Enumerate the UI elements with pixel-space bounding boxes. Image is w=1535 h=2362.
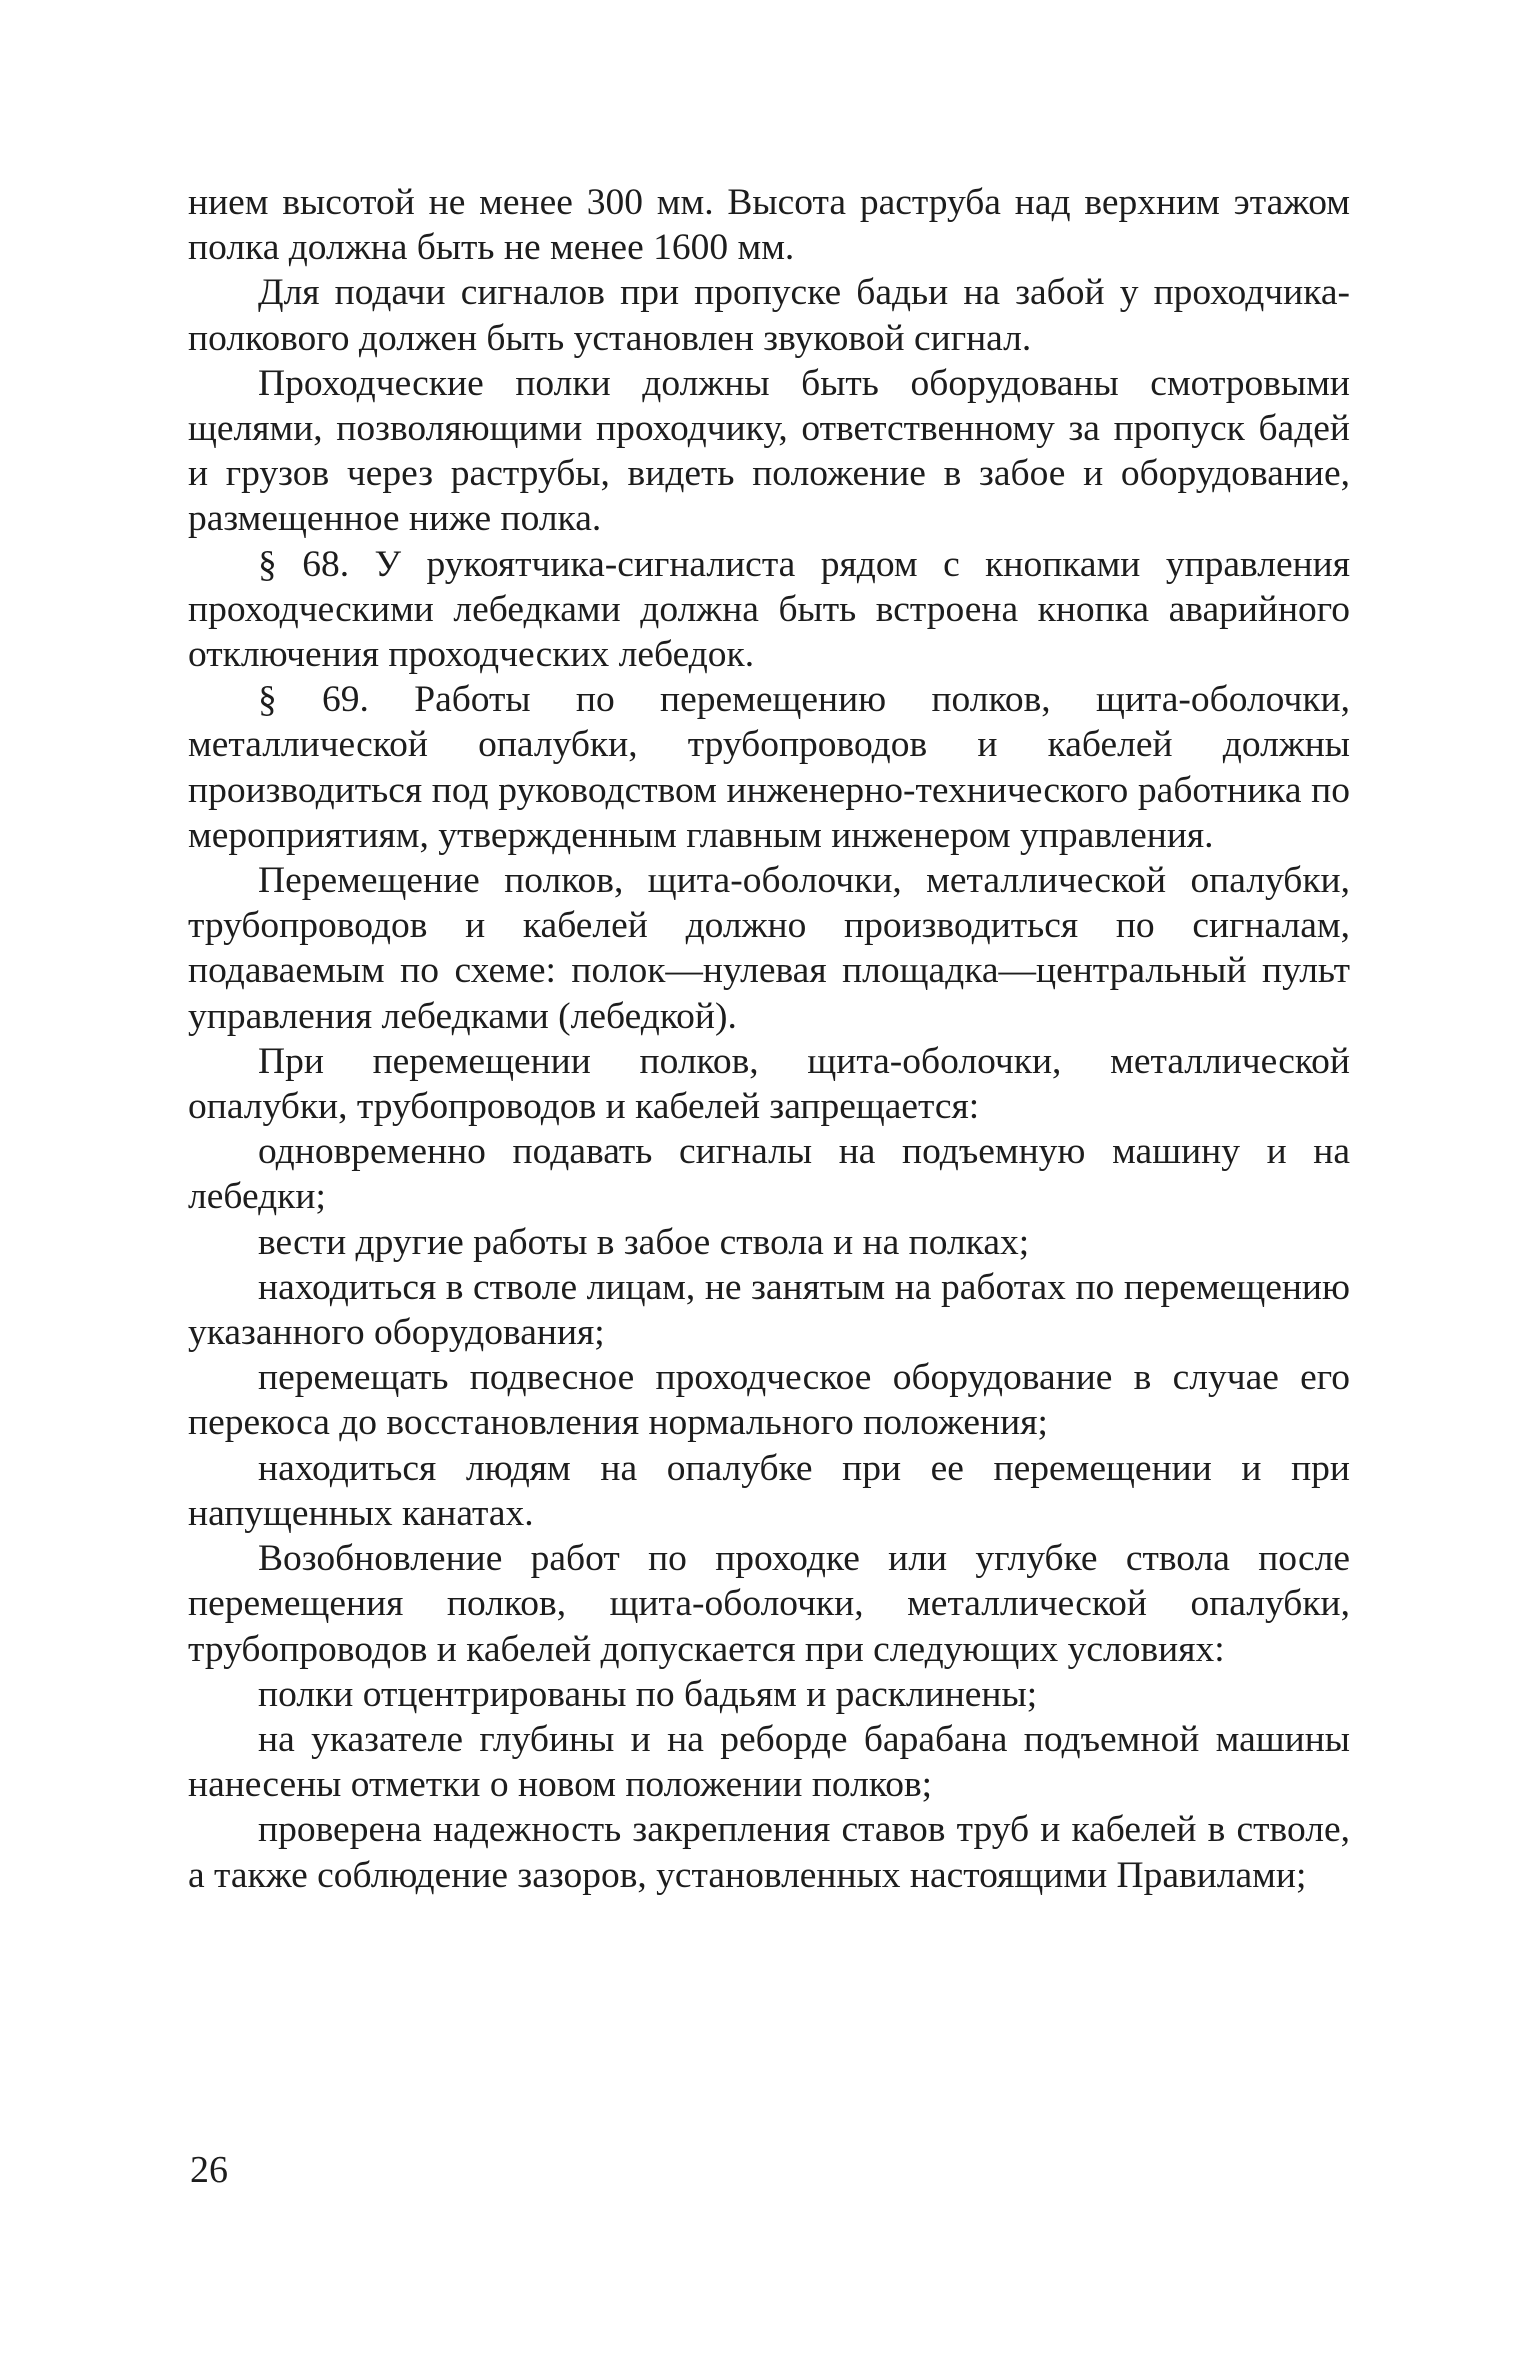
paragraph-continuation: нием высотой не менее 300 мм. Высота раструба над верхним этажом полка должна быть не менее 1600 мм. [188,182,1350,269]
list-item-condition-1: полки отцентрированы по бадьям и расклинены; [258,1673,1038,1715]
list-item-condition-3: проверена надежность закрепления ставов труб и кабелей в стволе, а также соблюдение зазоров, установленных настоящими Правилами; [188,1809,1350,1896]
list-item-prohibition-4: перемещать подвесное проходческое оборудование в случае его перекоса до восстановления нормального положения; [188,1357,1350,1444]
list-item-prohibition-2: вести другие работы в забое ствола и на полках; [258,1221,1030,1263]
paragraph-prohibitions-intro: При перемещении полков, щита-оболочки, металлической опалубки, трубопроводов и кабелей запрещается: [188,1040,1350,1128]
list-item-prohibition-1: одновременно подавать сигналы на подъемную машину и на лебедки; [188,1131,1350,1218]
paragraph-signal-device: Для подачи сигналов при пропуске бадьи на забой у проходчика-полкового должен быть установлен звуковой сигнал. [188,272,1350,359]
paragraph-section-68: § 68. У рукоятчика-сигналиста рядом с кнопками управления проходческими лебедками должна быть встроена кнопка аварийного отключения проходческих лебедок. [188,543,1350,676]
paragraph-resumption-conditions: Возобновление работ по проходке или углубке ствола после перемещения полков, щита-оболочки, металлической опалубки, трубопроводов и кабелей допускается при следующих условиях: [188,1538,1350,1670]
document-page [188,180,1350,1898]
list-item-condition-2: на указателе глубины и на реборде барабана подъемной машины нанесены отметки о новом положении полков; [188,1718,1350,1806]
paragraph-section-69: § 69. Работы по перемещению полков, щита-оболочки, металлической опалубки, трубопроводов и кабелей должны производиться под руководством инженерно-технического работника по мероприятиям, утвержденным главным инженером управления. [188,679,1350,856]
paragraph-signal-scheme: Перемещение полков, щита-оболочки, металлической опалубки, трубопроводов и кабелей должно производиться по сигналам, подаваемым по схеме: полок—нулевая площадка—центральный пульт управления лебедками (лебедкой). [188,860,1350,1037]
page-number: 26 [190,2149,228,2191]
list-item-prohibition-5: находиться людям на опалубке при ее перемещении и при напущенных канатах. [188,1447,1350,1534]
paragraph-inspection-slots: Проходческие полки должны быть оборудованы смотровыми щелями, позволяющими проходчику, ответственному за пропуск бадей и грузов через раструбы, видеть положение в забое и оборудование, размещенное ниже полка. [188,362,1350,540]
list-item-prohibition-3: находиться в стволе лицам, не занятым на работах по перемещению указанного оборудования; [188,1266,1350,1354]
